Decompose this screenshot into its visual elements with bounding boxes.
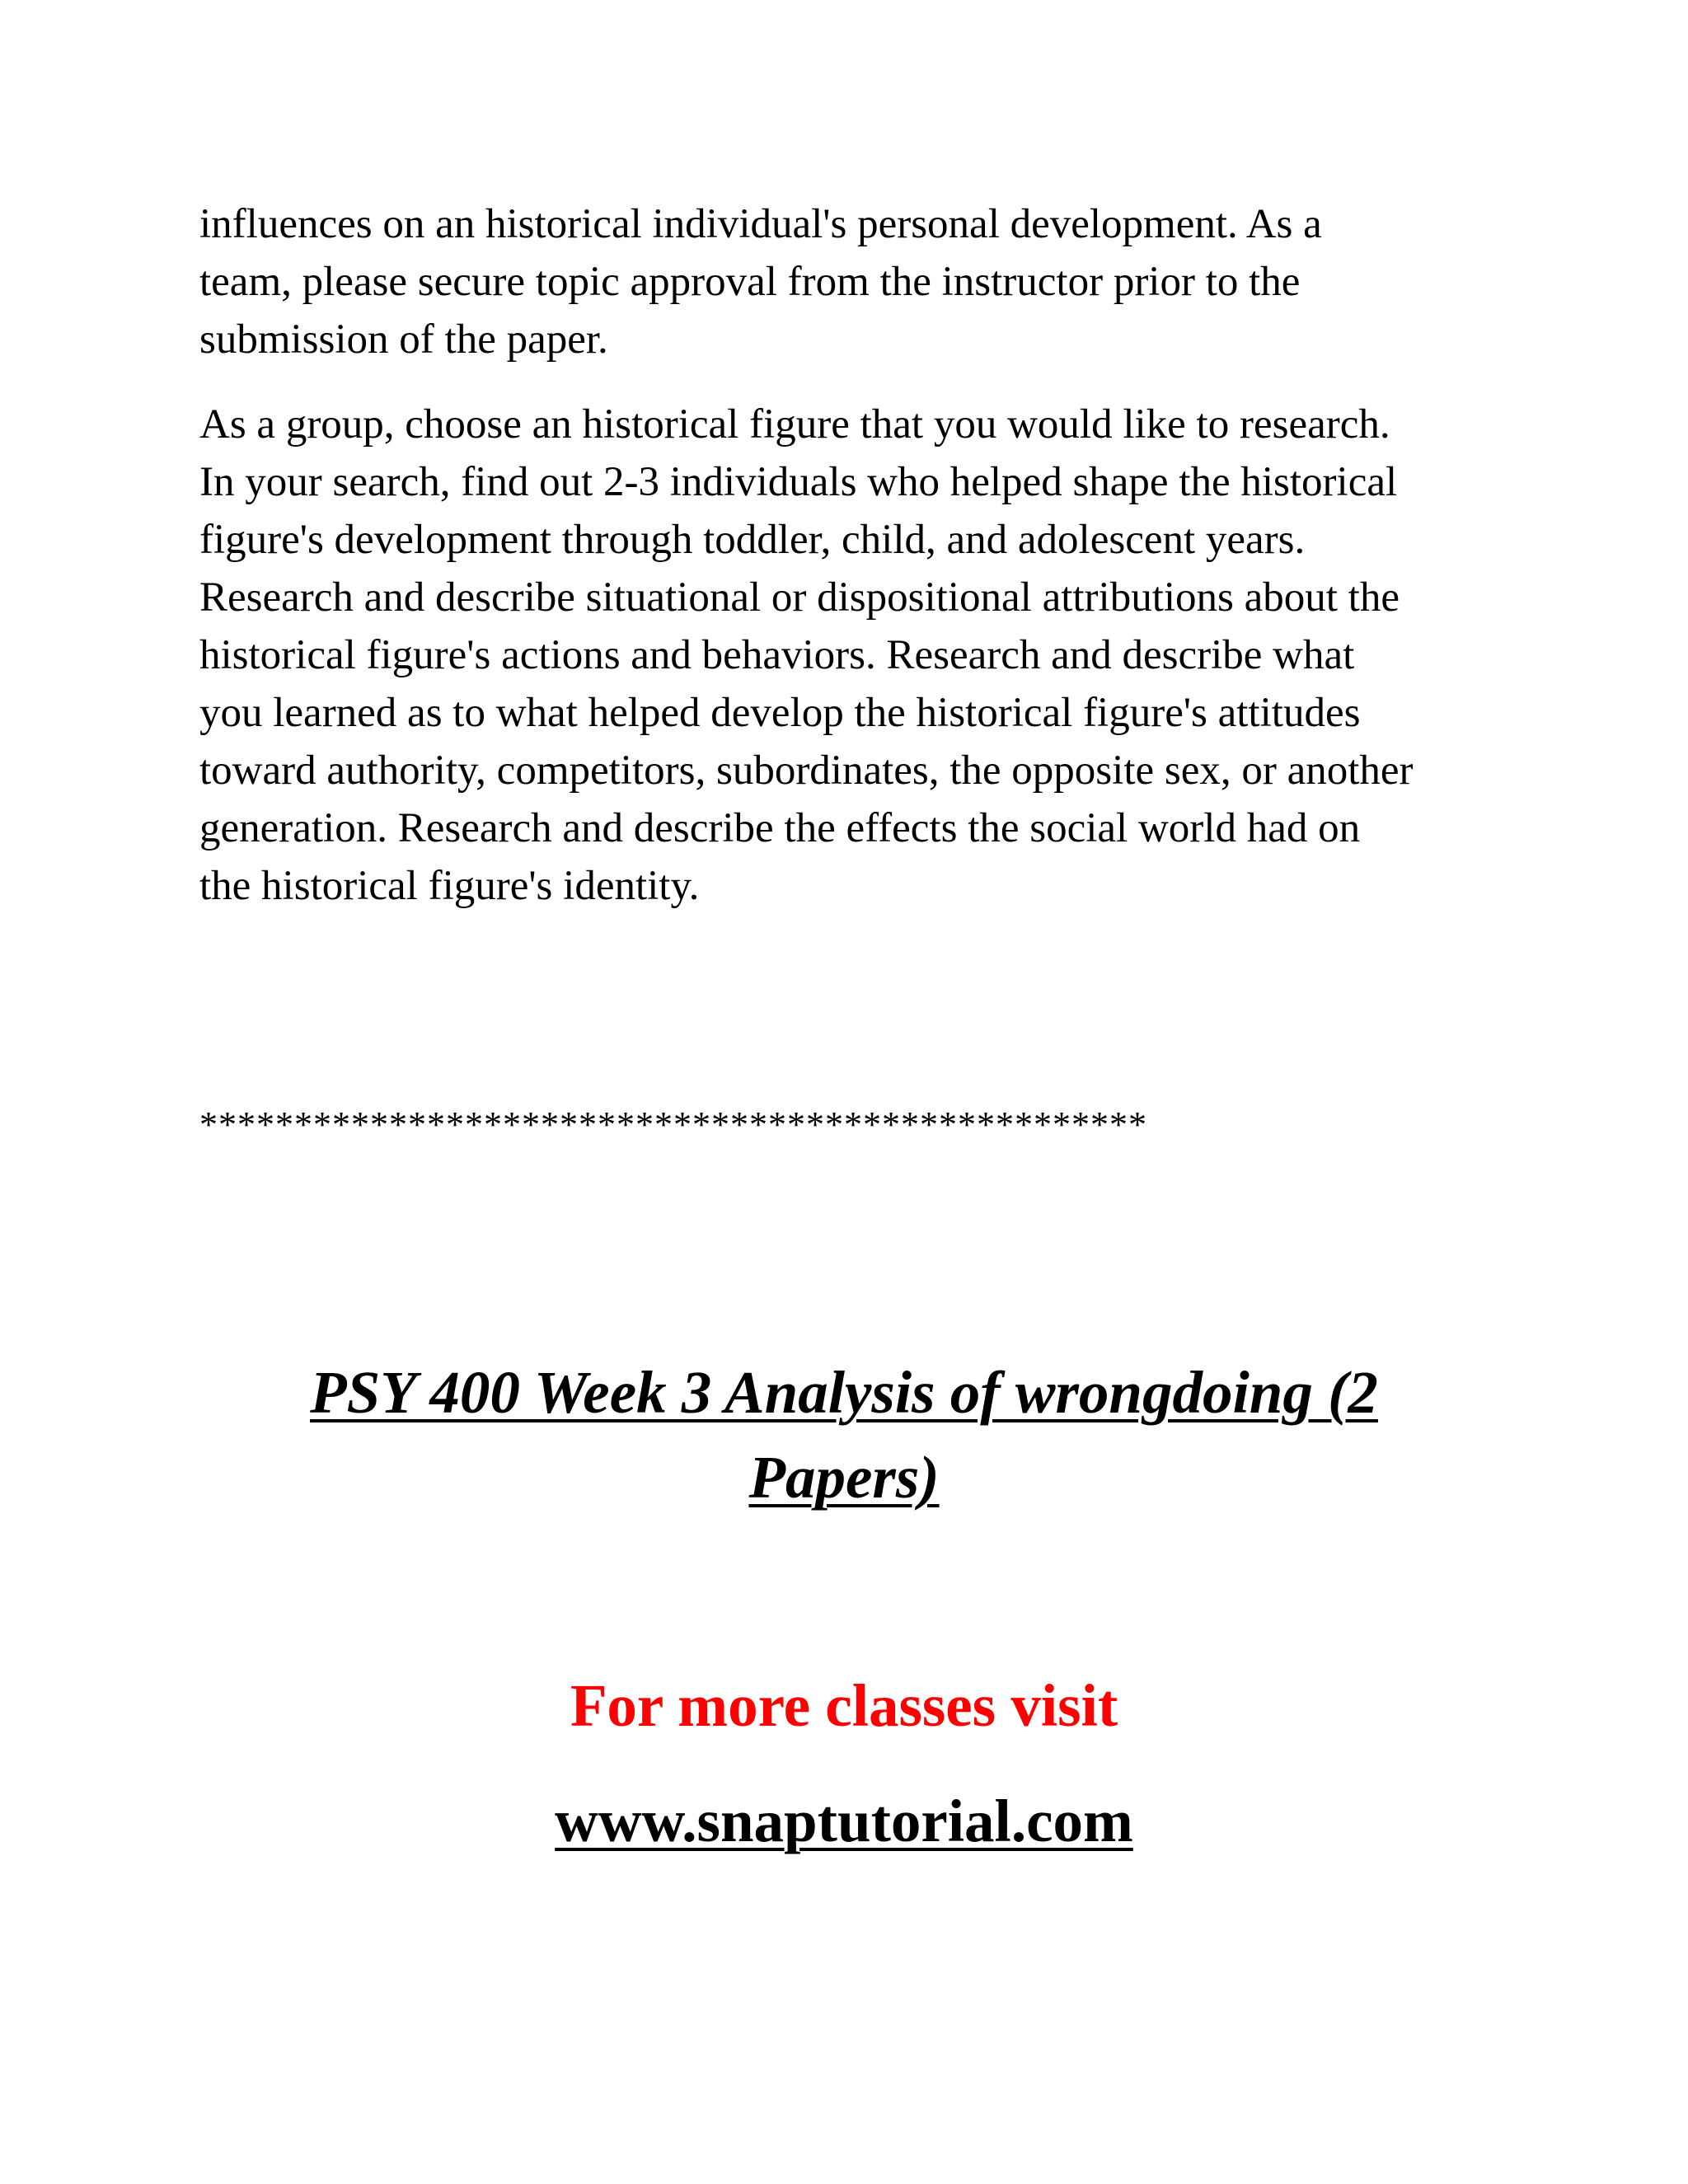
promo-text: For more classes visit xyxy=(570,1672,1118,1739)
paragraph-line: historical figure's actions and behaviors. Research and describe what xyxy=(199,632,1355,678)
paragraph-line: the historical figure's identity. xyxy=(199,863,700,909)
heading-line: Papers) xyxy=(748,1444,940,1511)
course-heading xyxy=(0,1350,1688,1520)
paragraph-line: generation. Research and describe the effects the social world had on xyxy=(199,805,1361,851)
paragraph-line: team, please secure topic approval from the instructor prior to the xyxy=(199,259,1301,305)
body-paragraph-2 xyxy=(199,396,1485,915)
paragraph-line: Research and describe situational or dispositional attributions about the xyxy=(199,574,1400,621)
paragraph-line: toward authority, competitors, subordinates, the opposite sex, or another xyxy=(199,748,1414,794)
paragraph-line: you learned as to what helped develop the historical figure's attitudes xyxy=(199,690,1361,736)
paragraph-line: As a group, choose an historical figure that you would like to research. xyxy=(199,401,1390,448)
asterisk-separator: ************************************************** xyxy=(199,1104,1147,1145)
body-paragraph-1 xyxy=(199,195,1485,368)
paragraph-line: submission of the paper. xyxy=(199,316,608,363)
paragraph-line: figure's development through toddler, child, and adolescent years. xyxy=(199,517,1306,563)
paragraph-line: In your search, find out 2-3 individuals who helped shape the historical xyxy=(199,459,1398,505)
paragraph-line: influences on an historical individual's personal development. As a xyxy=(199,201,1322,247)
website-link[interactable]: www.snaptutorial.com xyxy=(555,1788,1133,1854)
heading-line: PSY 400 Week 3 Analysis of wrongdoing (2 xyxy=(310,1359,1378,1426)
